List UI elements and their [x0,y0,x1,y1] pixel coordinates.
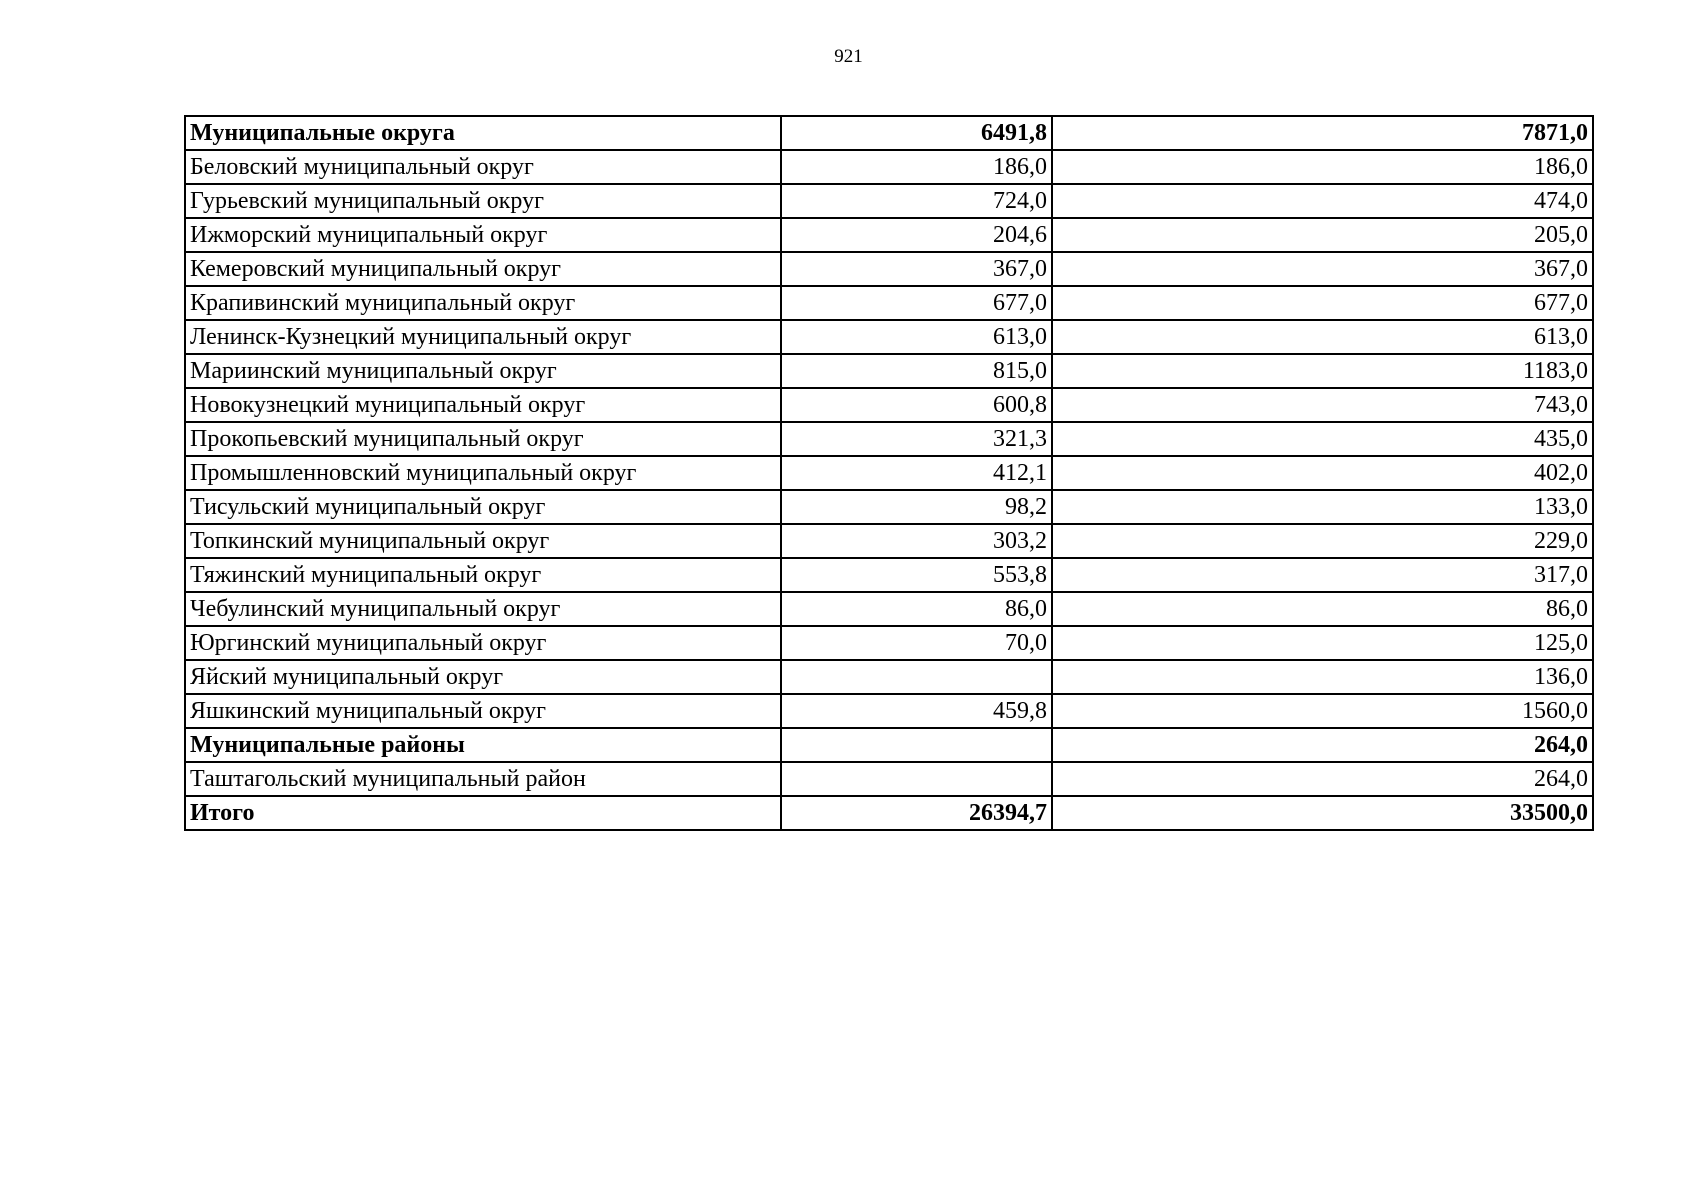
table-row [185,218,1593,252]
row-name-cell: Новокузнецкий муниципальный округ [185,388,781,422]
value-cell-2: 229,0 [1052,524,1593,558]
value-cell-1: 186,0 [781,150,1052,184]
row-name-cell: Тисульский муниципальный округ [185,490,781,524]
row-name-cell: Гурьевский муниципальный округ [185,184,781,218]
row-name-cell: Муниципальные округа [185,116,781,150]
row-name-cell: Юргинский муниципальный округ [185,626,781,660]
table-row [185,558,1593,592]
value-cell-2: 613,0 [1052,320,1593,354]
row-name-cell: Беловский муниципальный округ [185,150,781,184]
table-body [185,116,1593,830]
value-cell-2: 317,0 [1052,558,1593,592]
value-cell-2: 125,0 [1052,626,1593,660]
row-name-cell: Чебулинский муниципальный округ [185,592,781,626]
table-row [185,320,1593,354]
table-row [185,592,1593,626]
value-cell-1: 204,6 [781,218,1052,252]
value-cell-2: 367,0 [1052,252,1593,286]
value-cell-1: 412,1 [781,456,1052,490]
row-name-cell: Мариинский муниципальный округ [185,354,781,388]
value-cell-1: 26394,7 [781,796,1052,830]
value-cell-1: 600,8 [781,388,1052,422]
row-name-cell: Яшкинский муниципальный округ [185,694,781,728]
row-name-cell: Ижморский муниципальный округ [185,218,781,252]
row-name-cell: Таштагольский муниципальный район [185,762,781,796]
value-cell-1 [781,728,1052,762]
table-row [185,184,1593,218]
value-cell-2: 743,0 [1052,388,1593,422]
table-row [185,660,1593,694]
value-cell-2: 474,0 [1052,184,1593,218]
table-row [185,490,1593,524]
value-cell-1: 613,0 [781,320,1052,354]
table-row [185,524,1593,558]
value-cell-2: 86,0 [1052,592,1593,626]
value-cell-1: 86,0 [781,592,1052,626]
row-name-cell: Крапивинский муниципальный округ [185,286,781,320]
value-cell-1: 553,8 [781,558,1052,592]
table-row [185,252,1593,286]
value-cell-1: 677,0 [781,286,1052,320]
table-row [185,626,1593,660]
table-row [185,116,1593,150]
value-cell-1: 98,2 [781,490,1052,524]
row-name-cell: Ленинск-Кузнецкий муниципальный округ [185,320,781,354]
value-cell-2: 264,0 [1052,762,1593,796]
row-name-cell: Промышленновский муниципальный округ [185,456,781,490]
value-cell-1: 6491,8 [781,116,1052,150]
row-name-cell: Прокопьевский муниципальный округ [185,422,781,456]
data-table [184,115,1594,831]
page-number: 921 [834,46,863,67]
value-cell-1: 321,3 [781,422,1052,456]
row-name-cell: Тяжинский муниципальный округ [185,558,781,592]
table-row [185,388,1593,422]
table-row [185,354,1593,388]
row-name-cell: Итого [185,796,781,830]
value-cell-2: 1183,0 [1052,354,1593,388]
table-row [185,762,1593,796]
row-name-cell: Яйский муниципальный округ [185,660,781,694]
row-name-cell: Муниципальные районы [185,728,781,762]
value-cell-2: 264,0 [1052,728,1593,762]
value-cell-2: 186,0 [1052,150,1593,184]
table-row [185,796,1593,830]
table-row [185,456,1593,490]
value-cell-1: 70,0 [781,626,1052,660]
table-row [185,694,1593,728]
table-row [185,286,1593,320]
table-row [185,422,1593,456]
value-cell-1: 459,8 [781,694,1052,728]
value-cell-2: 402,0 [1052,456,1593,490]
row-name-cell: Топкинский муниципальный округ [185,524,781,558]
value-cell-1: 367,0 [781,252,1052,286]
value-cell-2: 33500,0 [1052,796,1593,830]
value-cell-2: 136,0 [1052,660,1593,694]
table-row [185,150,1593,184]
value-cell-2: 7871,0 [1052,116,1593,150]
value-cell-1 [781,660,1052,694]
value-cell-2: 435,0 [1052,422,1593,456]
value-cell-1: 724,0 [781,184,1052,218]
value-cell-1 [781,762,1052,796]
table-row [185,728,1593,762]
value-cell-2: 677,0 [1052,286,1593,320]
row-name-cell: Кемеровский муниципальный округ [185,252,781,286]
value-cell-2: 1560,0 [1052,694,1593,728]
value-cell-2: 133,0 [1052,490,1593,524]
value-cell-1: 303,2 [781,524,1052,558]
value-cell-1: 815,0 [781,354,1052,388]
value-cell-2: 205,0 [1052,218,1593,252]
